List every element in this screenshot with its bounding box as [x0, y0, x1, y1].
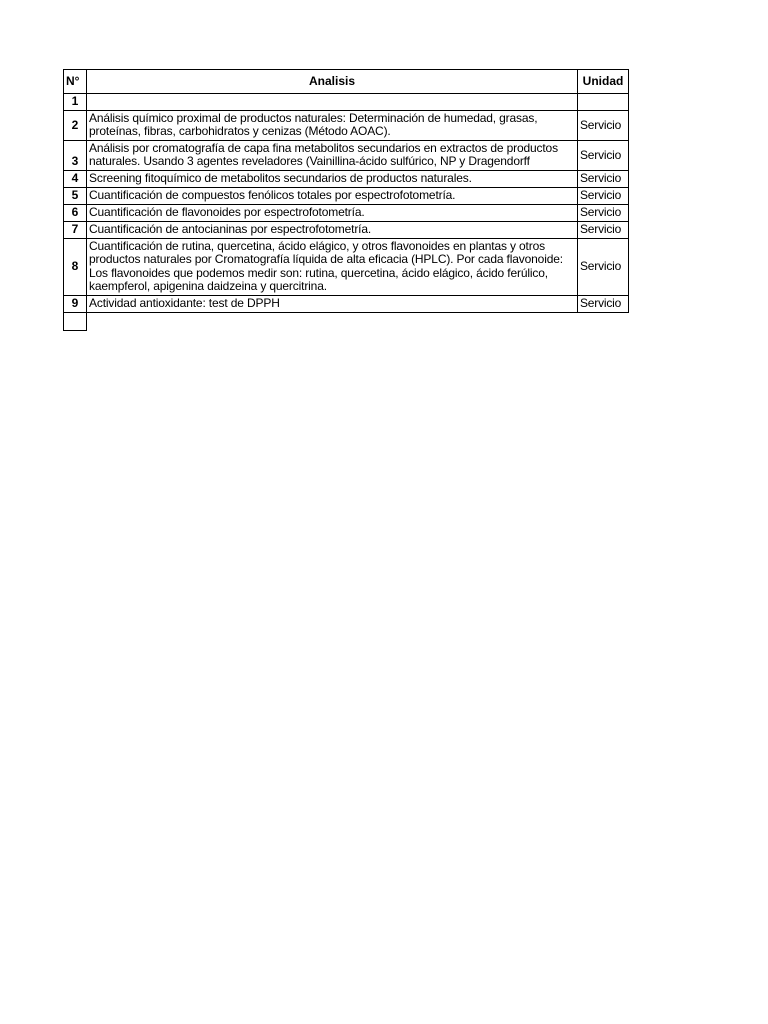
table-row: [64, 312, 629, 330]
row-unit: Servicio: [578, 170, 629, 187]
row-unit: Servicio: [578, 140, 629, 170]
row-analysis: Cuantificación de flavonoides por espectrofotometría.: [87, 204, 578, 221]
table-row: [64, 140, 629, 170]
table-row: [64, 94, 629, 111]
row-unit: Servicio: [578, 295, 629, 312]
row-number: 5: [64, 187, 87, 204]
table-row: [64, 111, 629, 141]
table-row: [64, 238, 629, 295]
row-analysis: [87, 94, 578, 111]
table-row: [64, 295, 629, 312]
row-unit: Servicio: [578, 111, 629, 141]
row-analysis: [87, 312, 578, 330]
header-row: [64, 70, 629, 94]
row-number: 7: [64, 221, 87, 238]
row-number: 6: [64, 204, 87, 221]
row-unit: Servicio: [578, 221, 629, 238]
table-row: [64, 204, 629, 221]
row-analysis: Screening fitoquímico de metabolitos secundarios de productos naturales.: [87, 170, 578, 187]
row-number: 4: [64, 170, 87, 187]
table-row: [64, 187, 629, 204]
row-unit: Servicio: [578, 238, 629, 295]
header-analysis: Analisis: [87, 70, 578, 94]
row-analysis: Actividad antioxidante: test de DPPH: [87, 295, 578, 312]
row-number: 8: [64, 238, 87, 295]
row-unit: [578, 94, 629, 111]
row-number: 9: [64, 295, 87, 312]
row-unit: Servicio: [578, 187, 629, 204]
row-analysis: Cuantificación de compuestos fenólicos totales por espectrofotometría.: [87, 187, 578, 204]
row-analysis: Análisis químico proximal de productos naturales: Determinación de humedad, grasas, proteínas, fibras, carbohidratos y cenizas (Método AOAC).: [87, 111, 578, 141]
row-analysis: Cuantificación de antocianinas por espectrofotometría.: [87, 221, 578, 238]
row-analysis: Cuantificación de rutina, quercetina, ácido elágico, y otros flavonoides en plantas y otros productos naturales por Cromatografía líquida de alta eficacia (HPLC). Por cada flavonoide: Los flavonoides que podemos medir son: rutina, quercetina, ácido elágico, ácido ferúlico, kaempferol, apigenina daidzeina y quercitrina.: [87, 238, 578, 295]
table-row: [64, 170, 629, 187]
row-number: 3: [64, 140, 87, 170]
analysis-price-table: [63, 69, 629, 331]
row-unit: Servicio: [578, 204, 629, 221]
row-number: 2: [64, 111, 87, 141]
row-unit: [578, 312, 629, 330]
row-number: [64, 312, 87, 330]
header-number: N°: [64, 70, 87, 94]
row-analysis: Análisis por cromatografía de capa fina metabolitos secundarios en extractos de productos naturales. Usando 3 agentes reveladores (Vainillina-ácido sulfúrico, NP y Dragendorff: [87, 140, 578, 170]
row-number: 1: [64, 94, 87, 111]
header-unit: Unidad: [578, 70, 629, 94]
table-row: [64, 221, 629, 238]
